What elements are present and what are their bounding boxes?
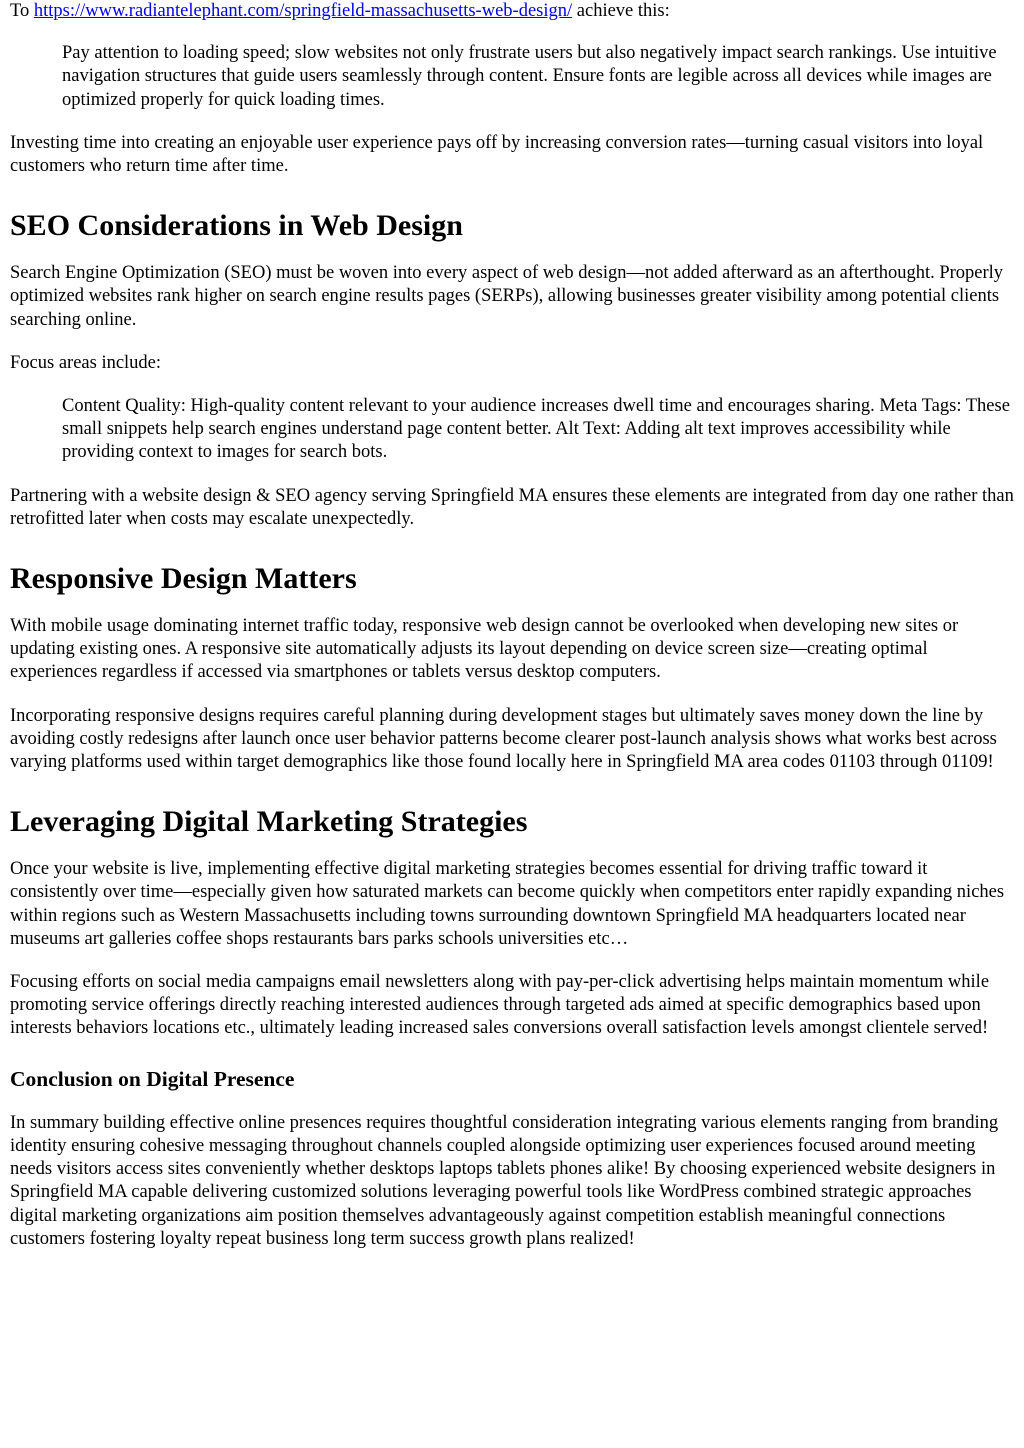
radiant-elephant-link[interactable]: https://www.radiantelephant.com/springfield-massachusetts-web-design/ [33, 1, 573, 21]
conclusion-paragraph: In summary building effective online presences requires thoughtful consideration integrating various elements ranging from branding identity ensuring cohesive messaging throughout channels coupled alongside optimizing user experiences focused around meeting needs visitors access sites conveniently whether desktops laptops tablets phones alike! By choosing experienced website designers in Springfield MA capable delivering customized solutions leveraging powerful tools like WordPress combined strategic approaches digital marketing organizations aim position themselves advantageously against competition establish meaningful connections customers fostering loyalty repeat business long term success growth plans realized! [10, 1112, 999, 1249]
responsive-heading: Responsive Design Matters [10, 562, 357, 596]
intro-suffix: achieve this: [572, 1, 670, 21]
focus-areas-label: Focus areas include: [10, 352, 162, 373]
intro-prefix: To [10, 1, 34, 21]
marketing-paragraph-1: Once your website is live, implementing effective digital marketing strategies becomes essential for driving traffic toward it consistently over time—especially given how saturated markets can become quickly when competitors enter rapidly expanding niches within regions such as Western Massachusetts including towns surrounding downtown Springfield MA headquarters located near museums art galleries coffee shops restaurants bars parks schools universities etc… [10, 859, 1005, 949]
focus-areas-blockquote: Content Quality: High-quality content relevant to your audience increases dwell time and encourages sharing. Meta Tags: These small snippets help search engines understand page content better. Alt Text: Adding alt text improves accessibility while providing context to images for search bots. [62, 396, 1010, 463]
intro-line [10, 0, 1014, 23]
ux-paragraph: Investing time into creating an enjoyable user experience pays off by increasing conversion rates—turning casual visitors into loyal customers who return time after time. [10, 132, 984, 177]
ux-tips-blockquote: Pay attention to loading speed; slow websites not only frustrate users but also negatively impact search rankings. Use intuitive navigation structures that guide users seamlessly through content. Ensure fonts are legible across all devices while images are optimized properly for quick loading times. [62, 43, 997, 110]
marketing-heading: Leveraging Digital Marketing Strategies [10, 805, 528, 839]
marketing-paragraph-2: Focusing efforts on social media campaigns email newsletters along with pay-per-click advertising helps maintain momentum while promoting service offerings directly reaching interested audiences through targeted ads aimed at specific demographics based upon interests behaviors locations etc., ultimately leading increased sales conversions overall satisfaction levels amongst clientele served! [10, 972, 990, 1039]
seo-heading: SEO Considerations in Web Design [10, 209, 463, 243]
conclusion-heading: Conclusion on Digital Presence [10, 1066, 295, 1091]
seo-paragraph: Search Engine Optimization (SEO) must be woven into every aspect of web design—not added afterward as an afterthought. Properly optimized websites rank higher on search engine results pages (SERPs), allowing businesses greater visibility among potential clients searching online. [10, 263, 1004, 330]
partnering-paragraph: Partnering with a website design & SEO agency serving Springfield MA ensures these elements are integrated from day one rather than retrofitted later when costs may escalate unexpectedly. [10, 485, 1014, 529]
responsive-paragraph-1: With mobile usage dominating internet traffic today, responsive web design cannot be overlooked when developing new sites or updating existing ones. A responsive site automatically adjusts its layout depending on device screen size—creating optimal experiences regardless if accessed via smartphones or tablets versus desktop computers. [10, 616, 959, 683]
responsive-paragraph-2: Incorporating responsive designs requires careful planning during development stages but ultimately saves money down the line by avoiding costly redesigns after launch once user behavior patterns become clearer post-launch analysis shows what works best across varying platforms used within target demographics like those found locally here in Springfield MA area codes 01103 through 01109! [10, 705, 997, 773]
